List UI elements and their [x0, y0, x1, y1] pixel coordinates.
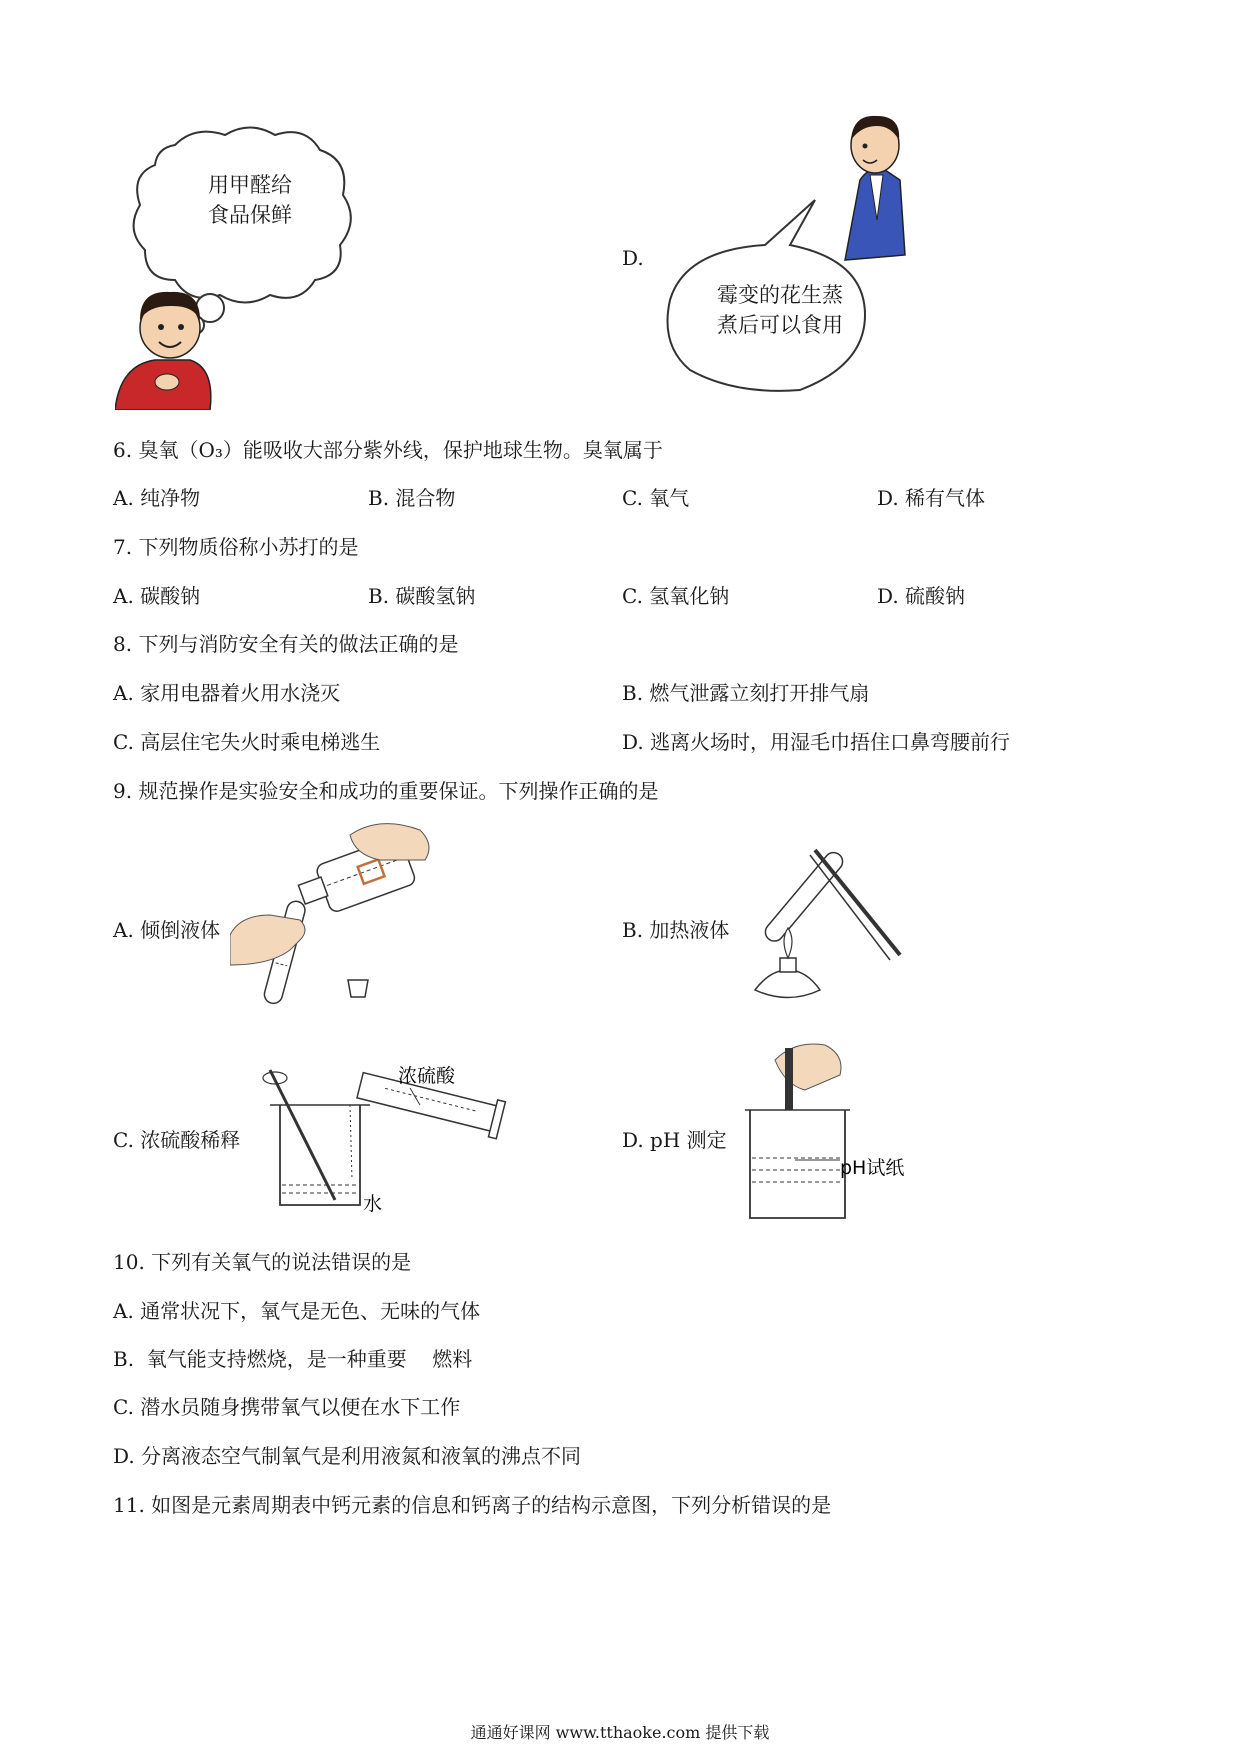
q6-option-c: C. 氧气 — [622, 486, 690, 510]
q6-option-a: A. 纯净物 — [113, 486, 201, 510]
speech-bubble-figure — [665, 110, 945, 400]
water-label: 水 — [363, 1193, 383, 1215]
left-bubble-text — [185, 170, 315, 230]
question-10-stem: 10. 下列有关氧气的说法错误的是 — [113, 1250, 412, 1274]
right-bubble-line: 霉变的花生蒸 — [717, 283, 843, 307]
question-6-stem: 6. 臭氧（O₃）能吸收大部分紫外线，保护地球生物。臭氧属于 — [113, 438, 663, 462]
q10-option-c: C. 潜水员随身携带氧气以便在水下工作 — [113, 1395, 461, 1419]
q8-option-d: D. 逃离火场时，用湿毛巾捂住口鼻弯腰前行 — [622, 730, 1011, 754]
left-bubble-line: 食品保鲜 — [208, 203, 292, 227]
q7-option-a: A. 碳酸钠 — [113, 584, 201, 608]
q9-option-c: C. 浓硫酸稀释 — [113, 1128, 241, 1152]
man-illustration — [845, 116, 905, 260]
q9-option-b: B. 加热液体 — [622, 918, 730, 942]
pour-liquid-figure — [230, 815, 440, 1015]
q7-option-d: D. 硫酸钠 — [877, 584, 966, 608]
q7-option-c: C. 氢氧化钠 — [622, 584, 730, 608]
question-9-stem: 9. 规范操作是实验安全和成功的重要保证。下列操作正确的是 — [113, 779, 659, 803]
q9-option-d: D. pH 测定 — [622, 1128, 727, 1152]
conc-acid-label: 浓硫酸 — [398, 1065, 456, 1087]
q8-option-c: C. 高层住宅失火时乘电梯逃生 — [113, 730, 381, 754]
right-bubble-text — [700, 280, 860, 340]
q10-option-a: A. 通常状况下，氧气是无色、无味的气体 — [113, 1299, 481, 1323]
q7-option-b: B. 碳酸氢钠 — [368, 584, 476, 608]
q9-option-a: A. 倾倒液体 — [113, 918, 221, 942]
question-7-stem: 7. 下列物质俗称小苏打的是 — [113, 535, 359, 559]
page-footer: 通通好课网 www.tthaoke.com 提供下载 — [470, 1723, 770, 1742]
question-11-stem: 11. 如图是元素周期表中钙元素的信息和钙离子的结构示意图，下列分析错误的是 — [113, 1493, 832, 1517]
ph-paper-label: pH试纸 — [840, 1157, 905, 1179]
ph-test-figure — [745, 1040, 930, 1225]
q6-option-d: D. 稀有气体 — [877, 486, 986, 510]
q10-option-b: B. 氧气能支持燃烧，是一种重要 燃料 — [113, 1347, 473, 1371]
left-bubble-line: 用甲醛给 — [208, 173, 292, 197]
q8-option-a: A. 家用电器着火用水浇灭 — [113, 681, 341, 705]
option-label-d: D. — [622, 246, 644, 270]
thought-bubble-figure — [115, 120, 375, 410]
heat-liquid-figure — [740, 840, 910, 1005]
question-8-stem: 8. 下列与消防安全有关的做法正确的是 — [113, 632, 459, 656]
q8-option-b: B. 燃气泄露立刻打开排气扇 — [622, 681, 870, 705]
dilute-acid-figure — [260, 1060, 510, 1220]
boy-illustration — [115, 292, 211, 410]
right-bubble-line: 煮后可以食用 — [717, 313, 843, 337]
q6-option-b: B. 混合物 — [368, 486, 456, 510]
q10-option-d: D. 分离液态空气制氧气是利用液氮和液氧的沸点不同 — [113, 1444, 582, 1468]
